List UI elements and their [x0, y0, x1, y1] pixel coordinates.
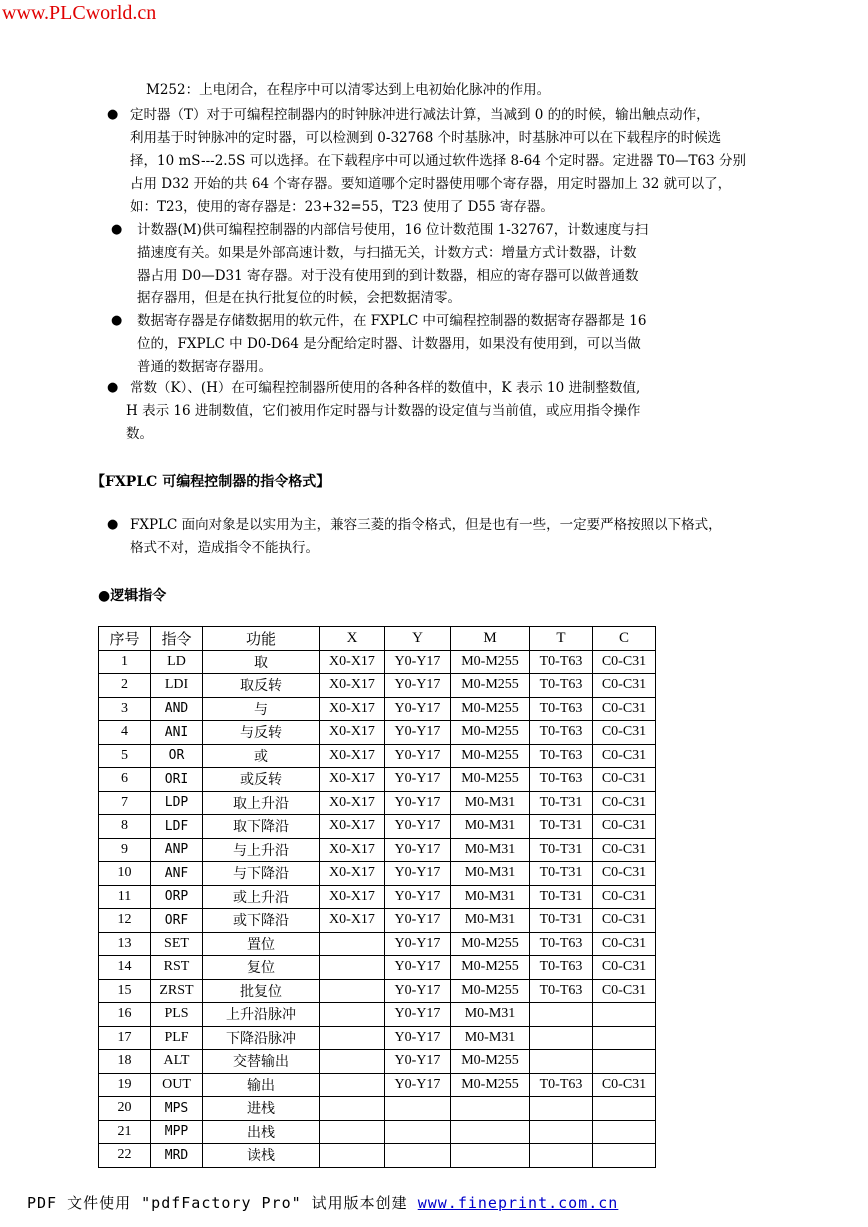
- counter-line-4: 据存器用，但是在执行批复位的时候，会把数据清零。: [137, 290, 461, 306]
- table-cell: 12: [99, 909, 151, 933]
- table-row: [99, 1120, 656, 1144]
- table-cell: 与: [203, 697, 320, 721]
- table-cell: X0-X17: [320, 721, 385, 745]
- table-cell: [451, 1120, 530, 1144]
- table-cell: M0-M255: [451, 744, 530, 768]
- table-cell: 取下降沿: [203, 815, 320, 839]
- table-cell: 下降沿脉冲: [203, 1026, 320, 1050]
- table-cell: ZRST: [151, 979, 203, 1003]
- table-cell: M0-M255: [451, 956, 530, 980]
- table-header-row: [99, 627, 656, 651]
- table-cell: ANP: [151, 838, 203, 862]
- table-cell: ALT: [151, 1050, 203, 1074]
- table-cell: 16: [99, 1003, 151, 1027]
- table-cell: 13: [99, 932, 151, 956]
- table-cell: M0-M255: [451, 650, 530, 674]
- table-row: [99, 1097, 656, 1121]
- table-cell: [320, 1097, 385, 1121]
- table-cell: 或反转: [203, 768, 320, 792]
- table-cell: ORF: [151, 909, 203, 933]
- table-cell: 20: [99, 1097, 151, 1121]
- table-cell: M0-M255: [451, 932, 530, 956]
- format-note-line-1: FXPLC 面向对象是以实用为主，兼容三菱的指令格式，但是也有一些，一定要严格按照以下格式，: [130, 517, 722, 533]
- table-cell: Y0-Y17: [385, 862, 451, 886]
- table-cell: [385, 1097, 451, 1121]
- table-row: [99, 650, 656, 674]
- table-cell: [451, 1144, 530, 1168]
- table-cell: Y0-Y17: [385, 697, 451, 721]
- table-cell: 输出: [203, 1073, 320, 1097]
- header-cell: T: [530, 627, 593, 651]
- table-cell: C0-C31: [593, 674, 656, 698]
- table-cell: C0-C31: [593, 838, 656, 862]
- table-cell: MRD: [151, 1144, 203, 1168]
- table-cell: PLS: [151, 1003, 203, 1027]
- table-cell: 取上升沿: [203, 791, 320, 815]
- table-cell: M0-M255: [451, 721, 530, 745]
- table-cell: M0-M255: [451, 1050, 530, 1074]
- timer-line-4: 占用 D32 开始的共 64 个寄存器。要知道哪个定时器使用哪个寄存器，用定时器加上 32 就可以了，: [130, 176, 732, 192]
- table-cell: SET: [151, 932, 203, 956]
- table-cell: 或: [203, 744, 320, 768]
- table-cell: C0-C31: [593, 885, 656, 909]
- table-cell: 19: [99, 1073, 151, 1097]
- table-cell: C0-C31: [593, 697, 656, 721]
- table-cell: Y0-Y17: [385, 815, 451, 839]
- table-cell: 或上升沿: [203, 885, 320, 909]
- footer-text: PDF 文件使用 "pdfFactory Pro" 试用版本创建: [27, 1194, 418, 1212]
- table-cell: ANI: [151, 721, 203, 745]
- table-cell: X0-X17: [320, 885, 385, 909]
- table-cell: 21: [99, 1120, 151, 1144]
- table-row: [99, 932, 656, 956]
- table-cell: OR: [151, 744, 203, 768]
- table-cell: Y0-Y17: [385, 650, 451, 674]
- table-cell: T0-T31: [530, 815, 593, 839]
- table-cell: M0-M31: [451, 815, 530, 839]
- table-row: [99, 1026, 656, 1050]
- table-cell: [320, 1026, 385, 1050]
- site-link[interactable]: www.PLCworld.cn: [2, 2, 157, 24]
- counter-line-2: 描速度有关。如果是外部高速计数，与扫描无关，计数方式：增量方式计数器，计数: [137, 245, 637, 261]
- table-cell: M0-M31: [451, 1003, 530, 1027]
- table-cell: M0-M255: [451, 697, 530, 721]
- bullet-icon: ●: [107, 380, 119, 395]
- table-row: [99, 1144, 656, 1168]
- section-title: 【FXPLC 可编程控制器的指令格式】: [91, 474, 331, 490]
- table-row: [99, 815, 656, 839]
- timer-line-3: 择，10 mS---2.5S 可以选择。在下载程序中可以通过软件选择 8-64 个定时器。定进器 T0—T63 分别: [130, 153, 746, 169]
- table-cell: M0-M255: [451, 768, 530, 792]
- header-cell: Y: [385, 627, 451, 651]
- table-row: [99, 838, 656, 862]
- table-cell: [320, 1003, 385, 1027]
- table-cell: C0-C31: [593, 909, 656, 933]
- data-register-line-2: 位的，FXPLC 中 D0-D64 是分配给定时器、计数器用，如果没有使用到，可以当做: [137, 336, 641, 352]
- table-cell: 上升沿脉冲: [203, 1003, 320, 1027]
- table-cell: M0-M255: [451, 674, 530, 698]
- m252-text: M252：上电闭合，在程序中可以清零达到上电初始化脉冲的作用。: [146, 82, 551, 98]
- table-cell: 8: [99, 815, 151, 839]
- table-cell: M0-M31: [451, 862, 530, 886]
- table-cell: [593, 1097, 656, 1121]
- table-cell: T0-T63: [530, 674, 593, 698]
- table-row: [99, 979, 656, 1003]
- table-cell: 6: [99, 768, 151, 792]
- table-cell: ORP: [151, 885, 203, 909]
- table-row: [99, 885, 656, 909]
- table-cell: [320, 979, 385, 1003]
- header-cell: X: [320, 627, 385, 651]
- table-row: [99, 674, 656, 698]
- table-cell: C0-C31: [593, 815, 656, 839]
- counter-line-3: 器占用 D0—D31 寄存器。对于没有使用到的到计数器，相应的寄存器可以做普通数: [137, 268, 639, 284]
- table-cell: [593, 1050, 656, 1074]
- table-cell: Y0-Y17: [385, 979, 451, 1003]
- table-cell: T0-T63: [530, 932, 593, 956]
- table-cell: 与上升沿: [203, 838, 320, 862]
- data-register-line-1: 数据寄存器是存储数据用的软元件，在 FXPLC 中可编程控制器的数据寄存器都是 16: [137, 313, 647, 329]
- table-cell: Y0-Y17: [385, 1073, 451, 1097]
- table-cell: Y0-Y17: [385, 768, 451, 792]
- table-cell: 7: [99, 791, 151, 815]
- table-cell: Y0-Y17: [385, 956, 451, 980]
- logic-heading: ●逻辑指令: [98, 588, 167, 604]
- table-cell: T0-T63: [530, 979, 593, 1003]
- table-cell: T0-T31: [530, 838, 593, 862]
- constant-line-1: 常数（K）、(H）在可编程控制器所使用的各种各样的数值中，K 表示 10 进制整数值,: [130, 380, 641, 396]
- instruction-table: [98, 626, 656, 1168]
- constant-line-3: 数。: [126, 426, 153, 442]
- table-cell: X0-X17: [320, 650, 385, 674]
- table-cell: 3: [99, 697, 151, 721]
- table-cell: X0-X17: [320, 768, 385, 792]
- table-cell: LDP: [151, 791, 203, 815]
- table-cell: Y0-Y17: [385, 1026, 451, 1050]
- table-cell: X0-X17: [320, 791, 385, 815]
- table-cell: M0-M31: [451, 791, 530, 815]
- table-cell: MPP: [151, 1120, 203, 1144]
- table-cell: 取反转: [203, 674, 320, 698]
- table-cell: [320, 956, 385, 980]
- table-cell: T0-T63: [530, 956, 593, 980]
- table-cell: 2: [99, 674, 151, 698]
- table-cell: Y0-Y17: [385, 838, 451, 862]
- table-cell: C0-C31: [593, 768, 656, 792]
- table-cell: 批复位: [203, 979, 320, 1003]
- table-cell: [385, 1144, 451, 1168]
- header-cell: 功能: [203, 627, 320, 651]
- timer-line-5: 如：T23，使用的寄存器是：23+32=55，T23 使用了 D55 寄存器。: [130, 199, 554, 215]
- table-cell: T0-T63: [530, 697, 593, 721]
- table-cell: [451, 1097, 530, 1121]
- table-cell: C0-C31: [593, 979, 656, 1003]
- table-cell: [593, 1026, 656, 1050]
- table-cell: [320, 1120, 385, 1144]
- header-cell: C: [593, 627, 656, 651]
- table-cell: PLF: [151, 1026, 203, 1050]
- table-cell: RST: [151, 956, 203, 980]
- table-cell: Y0-Y17: [385, 932, 451, 956]
- table-cell: MPS: [151, 1097, 203, 1121]
- table-cell: T0-T31: [530, 909, 593, 933]
- table-cell: T0-T31: [530, 791, 593, 815]
- table-cell: Y0-Y17: [385, 909, 451, 933]
- table-cell: 读栈: [203, 1144, 320, 1168]
- table-cell: X0-X17: [320, 909, 385, 933]
- table-cell: Y0-Y17: [385, 1003, 451, 1027]
- bullet-icon: ●: [107, 107, 119, 122]
- table-cell: T0-T31: [530, 862, 593, 886]
- table-cell: X0-X17: [320, 815, 385, 839]
- table-row: [99, 909, 656, 933]
- table-cell: C0-C31: [593, 791, 656, 815]
- bullet-icon: ●: [111, 222, 123, 237]
- table-cell: [530, 1003, 593, 1027]
- table-cell: C0-C31: [593, 932, 656, 956]
- table-cell: T0-T31: [530, 885, 593, 909]
- table-cell: M0-M255: [451, 979, 530, 1003]
- table-cell: [530, 1144, 593, 1168]
- table-cell: X0-X17: [320, 862, 385, 886]
- table-row: [99, 721, 656, 745]
- table-cell: 11: [99, 885, 151, 909]
- table-cell: 18: [99, 1050, 151, 1074]
- table-cell: 取: [203, 650, 320, 674]
- data-register-line-3: 普通的数据寄存器用。: [137, 359, 272, 375]
- table-cell: [320, 1144, 385, 1168]
- table-cell: [320, 1073, 385, 1097]
- table-row: [99, 744, 656, 768]
- timer-line-1: 定时器（T）对于可编程控制器内的时钟脉冲进行减法计算，当减到 0 的的时候，输出触点动作，: [130, 107, 710, 123]
- table-cell: 1: [99, 650, 151, 674]
- table-row: [99, 1073, 656, 1097]
- table-row: [99, 1003, 656, 1027]
- table-cell: C0-C31: [593, 1073, 656, 1097]
- table-cell: C0-C31: [593, 862, 656, 886]
- table-row: [99, 956, 656, 980]
- table-cell: [530, 1120, 593, 1144]
- table-cell: 进栈: [203, 1097, 320, 1121]
- table-cell: [530, 1050, 593, 1074]
- table-cell: T0-T63: [530, 744, 593, 768]
- table-cell: C0-C31: [593, 650, 656, 674]
- table-cell: 9: [99, 838, 151, 862]
- table-cell: [385, 1120, 451, 1144]
- table-cell: 出栈: [203, 1120, 320, 1144]
- table-cell: 5: [99, 744, 151, 768]
- footer: [27, 1192, 618, 1213]
- table-cell: T0-T63: [530, 768, 593, 792]
- timer-line-2: 利用基于时钟脉冲的定时器，可以检测到 0-32768 个时基脉冲，时基脉冲可以在下载程序的时候选: [130, 130, 722, 146]
- constant-line-2: H 表示 16 进制数值，它们被用作定时器与计数器的设定值与当前值，或应用指令操作: [126, 403, 641, 419]
- format-note-line-2: 格式不对，造成指令不能执行。: [130, 540, 319, 556]
- table-cell: C0-C31: [593, 956, 656, 980]
- table-cell: [320, 1050, 385, 1074]
- counter-line-1: 计数器(M)供可编程控制器的内部信号使用，16 位计数范围 1-32767，计数速度与扫: [137, 222, 649, 238]
- table-cell: C0-C31: [593, 744, 656, 768]
- header-cell: M: [451, 627, 530, 651]
- table-cell: Y0-Y17: [385, 744, 451, 768]
- table-cell: X0-X17: [320, 674, 385, 698]
- table-cell: T0-T63: [530, 1073, 593, 1097]
- table-cell: Y0-Y17: [385, 1050, 451, 1074]
- table-cell: 15: [99, 979, 151, 1003]
- table-cell: 交替输出: [203, 1050, 320, 1074]
- table-row: [99, 862, 656, 886]
- table-cell: OUT: [151, 1073, 203, 1097]
- bullet-icon: ●: [107, 517, 119, 532]
- table-cell: LDI: [151, 674, 203, 698]
- table-cell: M0-M31: [451, 909, 530, 933]
- table-cell: M0-M31: [451, 885, 530, 909]
- table-cell: T0-T63: [530, 721, 593, 745]
- header-cell: 指令: [151, 627, 203, 651]
- table-cell: [593, 1144, 656, 1168]
- table-cell: 4: [99, 721, 151, 745]
- table-cell: 与反转: [203, 721, 320, 745]
- table-cell: M0-M31: [451, 838, 530, 862]
- table-cell: X0-X17: [320, 744, 385, 768]
- table-cell: 10: [99, 862, 151, 886]
- table-cell: Y0-Y17: [385, 674, 451, 698]
- table-cell: 14: [99, 956, 151, 980]
- table-cell: X0-X17: [320, 697, 385, 721]
- bullet-icon: ●: [111, 313, 123, 328]
- table-cell: LD: [151, 650, 203, 674]
- table-cell: X0-X17: [320, 838, 385, 862]
- table-cell: 置位: [203, 932, 320, 956]
- table-cell: C0-C31: [593, 721, 656, 745]
- table-cell: 与下降沿: [203, 862, 320, 886]
- table-cell: 22: [99, 1144, 151, 1168]
- table-row: [99, 768, 656, 792]
- table-cell: LDF: [151, 815, 203, 839]
- table-cell: Y0-Y17: [385, 791, 451, 815]
- table-cell: 或下降沿: [203, 909, 320, 933]
- header-cell: 序号: [99, 627, 151, 651]
- table-row: [99, 697, 656, 721]
- footer-link[interactable]: www.fineprint.com.cn: [417, 1194, 619, 1212]
- table-cell: Y0-Y17: [385, 721, 451, 745]
- table-cell: [530, 1026, 593, 1050]
- table-cell: T0-T63: [530, 650, 593, 674]
- table-cell: [593, 1003, 656, 1027]
- table-cell: ORI: [151, 768, 203, 792]
- table-cell: ANF: [151, 862, 203, 886]
- table-cell: 复位: [203, 956, 320, 980]
- table-cell: [593, 1120, 656, 1144]
- table-cell: Y0-Y17: [385, 885, 451, 909]
- table-cell: M0-M255: [451, 1073, 530, 1097]
- table-cell: M0-M31: [451, 1026, 530, 1050]
- table-row: [99, 791, 656, 815]
- table-cell: AND: [151, 697, 203, 721]
- table-row: [99, 1050, 656, 1074]
- table-cell: [530, 1097, 593, 1121]
- table-cell: 17: [99, 1026, 151, 1050]
- table-cell: [320, 932, 385, 956]
